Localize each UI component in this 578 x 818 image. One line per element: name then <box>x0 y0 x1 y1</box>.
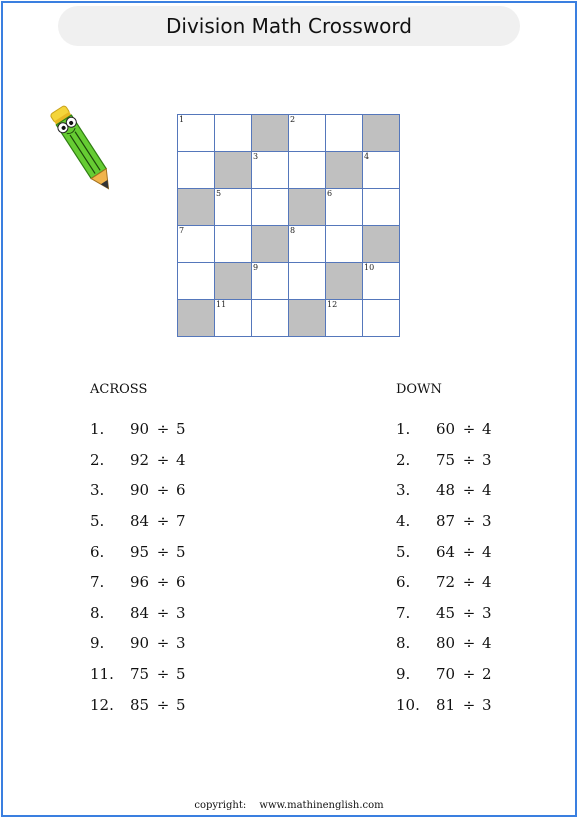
cell-number: 4 <box>364 152 370 161</box>
dividend: 75 <box>130 665 150 684</box>
division-sign: ÷ <box>462 603 476 622</box>
grid-row <box>178 263 400 300</box>
site-link[interactable]: www.mathinenglish.com <box>259 800 384 811</box>
down-clue <box>396 689 502 720</box>
clue-number: 11. <box>90 665 114 684</box>
across-clue <box>90 598 196 629</box>
across-clue-list <box>90 414 196 720</box>
across-clue <box>90 445 196 476</box>
grid-row <box>178 152 400 189</box>
division-sign: ÷ <box>156 420 170 439</box>
grid-cell-blocked <box>289 189 326 226</box>
clue-number: 3. <box>396 481 411 500</box>
divisor: 2 <box>482 665 492 684</box>
down-clues <box>396 380 502 720</box>
grid-cell[interactable] <box>215 189 252 226</box>
clue-number: 12. <box>90 695 114 714</box>
down-clue <box>396 536 502 567</box>
clue-number: 9. <box>90 634 105 653</box>
dividend: 60 <box>436 420 456 439</box>
grid-cell[interactable] <box>178 115 215 152</box>
footer <box>0 800 578 811</box>
dividend: 90 <box>130 634 150 653</box>
dividend: 80 <box>436 634 456 653</box>
dividend: 64 <box>436 542 456 561</box>
divisor: 3 <box>482 603 492 622</box>
across-clues <box>90 380 196 720</box>
down-heading: DOWN <box>396 382 442 397</box>
divisor: 5 <box>176 695 186 714</box>
divisor: 4 <box>482 420 492 439</box>
clue-number: 8. <box>396 634 411 653</box>
divisor: 4 <box>482 481 492 500</box>
clue-number: 8. <box>90 603 105 622</box>
grid-cell-blocked <box>289 300 326 337</box>
cell-number: 11 <box>216 300 227 309</box>
grid-cell[interactable] <box>326 115 363 152</box>
division-sign: ÷ <box>462 481 476 500</box>
crossword-grid <box>177 114 400 337</box>
grid-cell[interactable] <box>252 263 289 300</box>
title-banner <box>58 6 520 46</box>
divisor: 4 <box>482 634 492 653</box>
grid-cell[interactable] <box>289 115 326 152</box>
cell-number: 10 <box>364 263 375 272</box>
down-clue <box>396 659 502 690</box>
divisor: 7 <box>176 512 186 531</box>
page-title: Division Math Crossword <box>166 14 412 38</box>
division-sign: ÷ <box>462 695 476 714</box>
cell-number: 2 <box>290 115 296 124</box>
clue-number: 4. <box>396 512 411 531</box>
grid-cell[interactable] <box>289 152 326 189</box>
grid-cell[interactable] <box>215 300 252 337</box>
grid-cell[interactable] <box>252 300 289 337</box>
division-sign: ÷ <box>156 634 170 653</box>
clue-number: 7. <box>396 603 411 622</box>
dividend: 90 <box>130 481 150 500</box>
clue-number: 6. <box>90 542 105 561</box>
cell-number: 6 <box>327 189 333 198</box>
dividend: 84 <box>130 512 150 531</box>
cell-number: 5 <box>216 189 222 198</box>
across-clue <box>90 567 196 598</box>
divisor: 3 <box>482 512 492 531</box>
across-clue <box>90 536 196 567</box>
grid-cell[interactable] <box>326 226 363 263</box>
divisor: 5 <box>176 420 186 439</box>
cell-number: 1 <box>179 115 185 124</box>
divisor: 5 <box>176 665 186 684</box>
clue-number: 2. <box>396 450 411 469</box>
grid-cell[interactable] <box>326 189 363 226</box>
divisor: 4 <box>176 450 186 469</box>
division-sign: ÷ <box>462 542 476 561</box>
cell-number: 3 <box>253 152 259 161</box>
grid-row <box>178 300 400 337</box>
clue-number: 1. <box>90 420 105 439</box>
divisor: 3 <box>176 634 186 653</box>
copyright-label: copyright: <box>194 800 247 811</box>
clue-number: 2. <box>90 450 105 469</box>
division-sign: ÷ <box>156 542 170 561</box>
grid-cell-blocked <box>215 263 252 300</box>
grid-cell[interactable] <box>178 263 215 300</box>
across-clue <box>90 414 196 445</box>
down-clue <box>396 445 502 476</box>
grid-cell[interactable] <box>215 226 252 263</box>
down-clue <box>396 414 502 445</box>
dividend: 96 <box>130 573 150 592</box>
dividend: 81 <box>436 695 456 714</box>
grid-cell[interactable] <box>215 115 252 152</box>
across-clue <box>90 628 196 659</box>
grid-cell[interactable] <box>252 189 289 226</box>
cell-number: 7 <box>179 226 185 235</box>
division-sign: ÷ <box>462 450 476 469</box>
grid-cell[interactable] <box>363 189 400 226</box>
cell-number: 8 <box>290 226 296 235</box>
division-sign: ÷ <box>156 695 170 714</box>
dividend: 72 <box>436 573 456 592</box>
grid-cell-blocked <box>326 263 363 300</box>
grid-cell[interactable] <box>363 300 400 337</box>
down-clue <box>396 567 502 598</box>
clue-number: 3. <box>90 481 105 500</box>
clue-number: 5. <box>90 512 105 531</box>
down-clue-list <box>396 414 502 720</box>
grid-cell[interactable] <box>326 300 363 337</box>
grid-cell-blocked <box>178 300 215 337</box>
grid-cell-blocked <box>363 115 400 152</box>
division-sign: ÷ <box>156 665 170 684</box>
down-clue <box>396 475 502 506</box>
grid-cell[interactable] <box>363 152 400 189</box>
division-sign: ÷ <box>462 665 476 684</box>
dividend: 90 <box>130 420 150 439</box>
across-clue <box>90 506 196 537</box>
grid-cell[interactable] <box>289 263 326 300</box>
divisor: 4 <box>482 573 492 592</box>
grid-row <box>178 189 400 226</box>
grid-cell-blocked <box>363 226 400 263</box>
grid-cell[interactable] <box>252 152 289 189</box>
grid-cell[interactable] <box>363 263 400 300</box>
division-sign: ÷ <box>156 512 170 531</box>
down-clue <box>396 598 502 629</box>
divisor: 4 <box>482 542 492 561</box>
divisor: 3 <box>482 695 492 714</box>
grid-cell-blocked <box>252 226 289 263</box>
grid-cell[interactable] <box>289 226 326 263</box>
grid-cell-blocked <box>326 152 363 189</box>
division-sign: ÷ <box>156 573 170 592</box>
across-heading: ACROSS <box>90 382 148 397</box>
clue-number: 9. <box>396 665 411 684</box>
across-clue <box>90 689 196 720</box>
down-clue <box>396 506 502 537</box>
clue-number: 5. <box>396 542 411 561</box>
division-sign: ÷ <box>462 512 476 531</box>
dividend: 87 <box>436 512 456 531</box>
grid-cell-blocked <box>215 152 252 189</box>
division-sign: ÷ <box>462 420 476 439</box>
clue-number: 10. <box>396 695 420 714</box>
clue-number: 7. <box>90 573 105 592</box>
dividend: 48 <box>436 481 456 500</box>
divisor: 5 <box>176 542 186 561</box>
division-sign: ÷ <box>156 450 170 469</box>
dividend: 45 <box>436 603 456 622</box>
dividend: 92 <box>130 450 150 469</box>
grid-cell-blocked <box>178 189 215 226</box>
grid-cell[interactable] <box>178 152 215 189</box>
dividend: 95 <box>130 542 150 561</box>
cell-number: 9 <box>253 263 259 272</box>
pencil-mascot-icon <box>44 96 124 206</box>
dividend: 84 <box>130 603 150 622</box>
grid-row <box>178 115 400 152</box>
down-clue <box>396 628 502 659</box>
grid-cell[interactable] <box>178 226 215 263</box>
dividend: 75 <box>436 450 456 469</box>
grid-cell-blocked <box>252 115 289 152</box>
grid-row <box>178 226 400 263</box>
clue-number: 6. <box>396 573 411 592</box>
divisor: 3 <box>482 450 492 469</box>
cell-number: 12 <box>327 300 338 309</box>
divisor: 3 <box>176 603 186 622</box>
dividend: 70 <box>436 665 456 684</box>
divisor: 6 <box>176 481 186 500</box>
division-sign: ÷ <box>156 603 170 622</box>
division-sign: ÷ <box>462 634 476 653</box>
division-sign: ÷ <box>462 573 476 592</box>
across-clue <box>90 475 196 506</box>
across-clue <box>90 659 196 690</box>
divisor: 6 <box>176 573 186 592</box>
division-sign: ÷ <box>156 481 170 500</box>
dividend: 85 <box>130 695 150 714</box>
clue-number: 1. <box>396 420 411 439</box>
